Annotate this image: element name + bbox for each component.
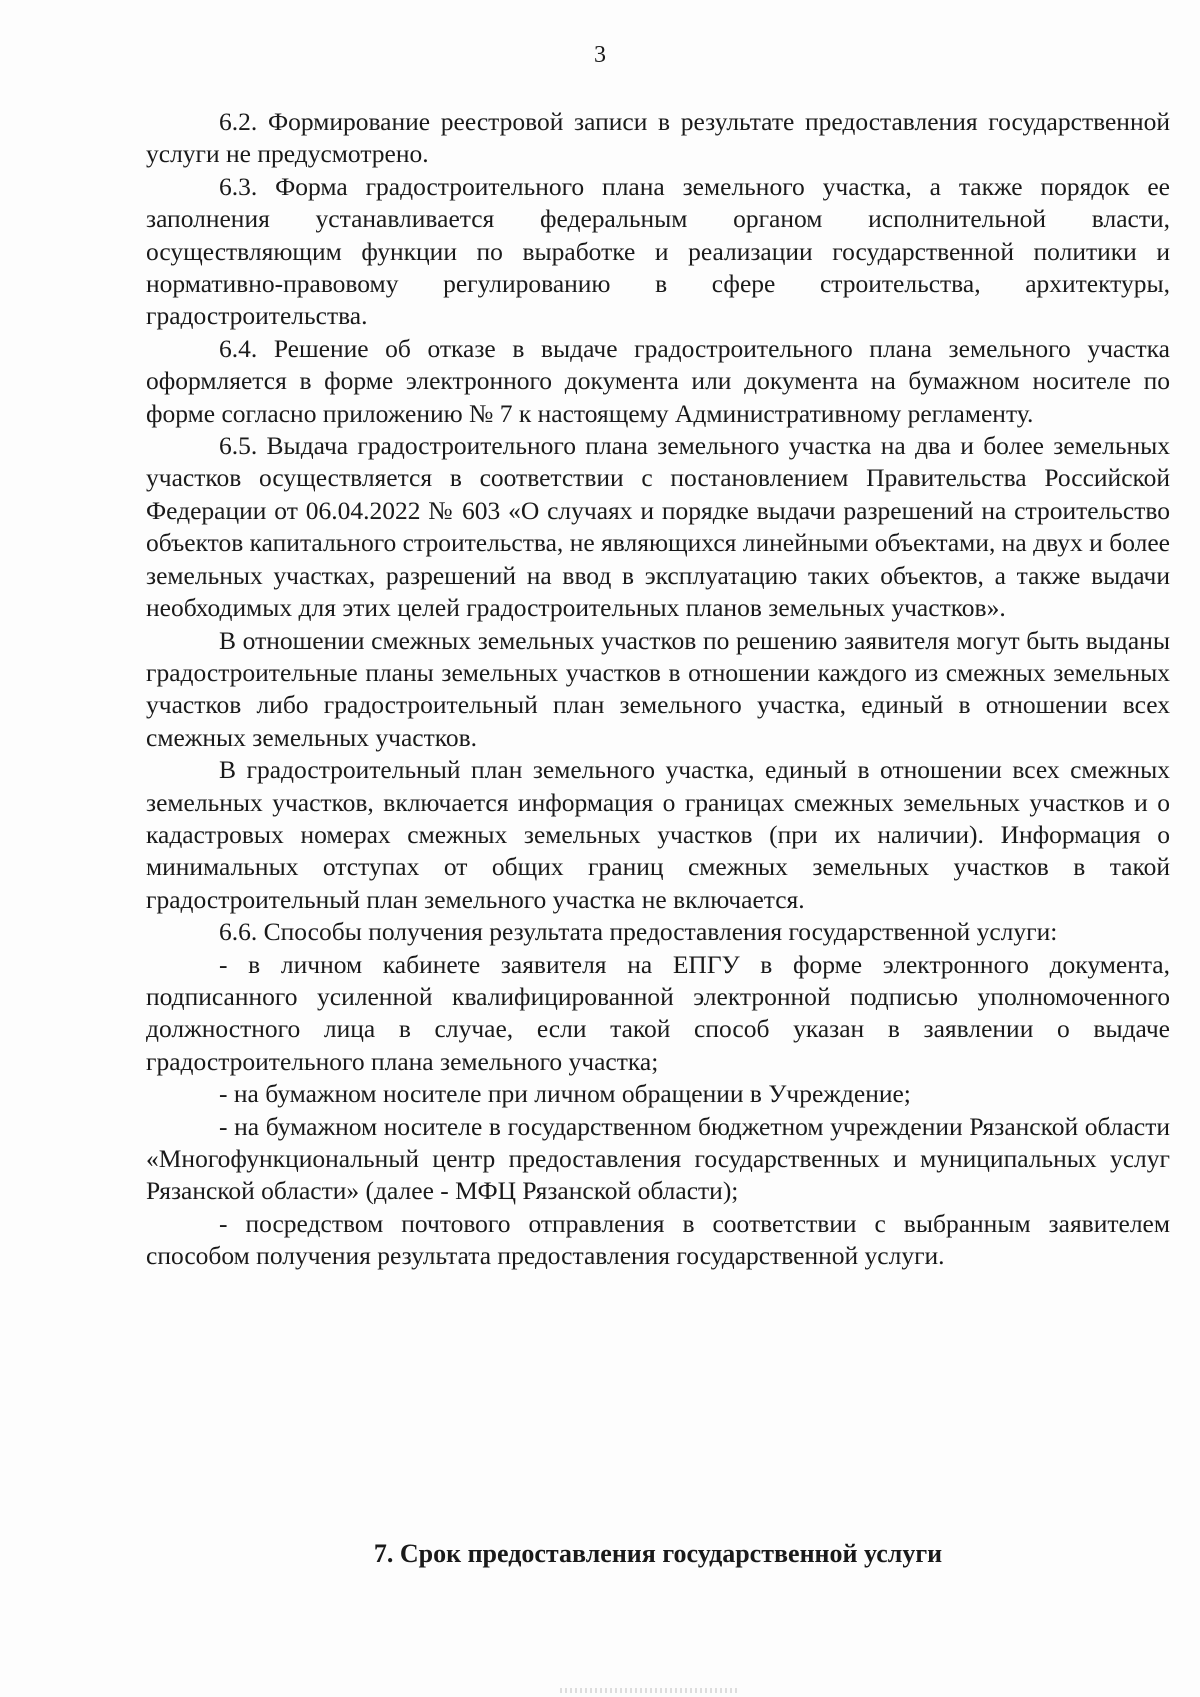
list-item-personal-visit: - на бумажном носителе при личном обращении в Учреждение; (219, 1079, 911, 1109)
paragraph-6-5: 6.5. Выдача градостроительного плана земельного участка на два и более земельных участков осуществляется в соответствии с постановлением Правительства Российской Федерации от 06.04.2022 № 603 «О случаях и порядке выдачи разрешений на строительство объектов капитального строительства, не являющихся линейными объектами, на двух и более земельных участках, разрешений на ввод в эксплуатацию таких объектов, а также выдачи необходимых для этих целей градостроительных планов земельных участков». (146, 431, 1170, 623)
paragraph-6-3: 6.3. Форма градостроительного плана земельного участка, а также порядок ее заполнения устанавливается федеральным органом исполнительной власти, осуществляющим функции по выработке и реализации государственной политики и нормативно-правовому регулированию в сфере строительства, архитектуры, градостроительства. (146, 171, 1170, 331)
page-number: 3 (594, 42, 606, 68)
list-item-mfc: - на бумажном носителе в государственном бюджетном учреждении Рязанской области «Многофункциональный центр предоставления государственных и муниципальных услуг Рязанской области» (далее - МФЦ Рязанской области); (146, 1111, 1170, 1206)
list-item-postal: - посредством почтового отправления в соответствии с выбранным заявителем способом получения результата предоставления государственной услуги. (146, 1208, 1170, 1271)
section-heading: 7. Срок предоставления государственной услуги (373, 1539, 943, 1568)
paragraph-6-6: 6.6. Способы получения результата предоставления государственной услуги: (219, 917, 1058, 947)
paragraph-6-2: 6.2. Формирование реестровой записи в результате предоставления государственной услуги не предусмотрено. (146, 107, 1170, 169)
paragraph-single-plan: В градостроительный план земельного участка, единый в отношении всех смежных земельных участков, включается информация о границах смежных земельных участков и о кадастровых номерах смежных земельных участков (при их наличии). Информация о минимальных отступах от общих границ смежных земельных участков в такой градостроительный план земельного участка не включается. (146, 755, 1170, 914)
document-body (146, 106, 1170, 1273)
paragraph-adjacent-plots: В отношении смежных земельных участков по решению заявителя могут быть выданы градостроительные планы земельных участков в отношении каждого из смежных земельных участков либо градостроительный план земельного участка, единый в отношении всех смежных земельных участков. (146, 625, 1170, 752)
list-item-epgu: - в личном кабинете заявителя на ЕПГУ в форме электронного документа, подписанного усиленной квалифицированной электронной подписью уполномоченного должностного лица в случае, если такой способ указан в заявлении о выдаче градостроительного плана земельного участка; (146, 949, 1170, 1076)
paragraph-6-4: 6.4. Решение об отказе в выдаче градостроительного плана земельного участка оформляется в форме электронного документа или документа на бумажном носителе по форме согласно приложению № 7 к настоящему Административному регламенту. (146, 333, 1170, 428)
scan-artifact (560, 1688, 740, 1693)
